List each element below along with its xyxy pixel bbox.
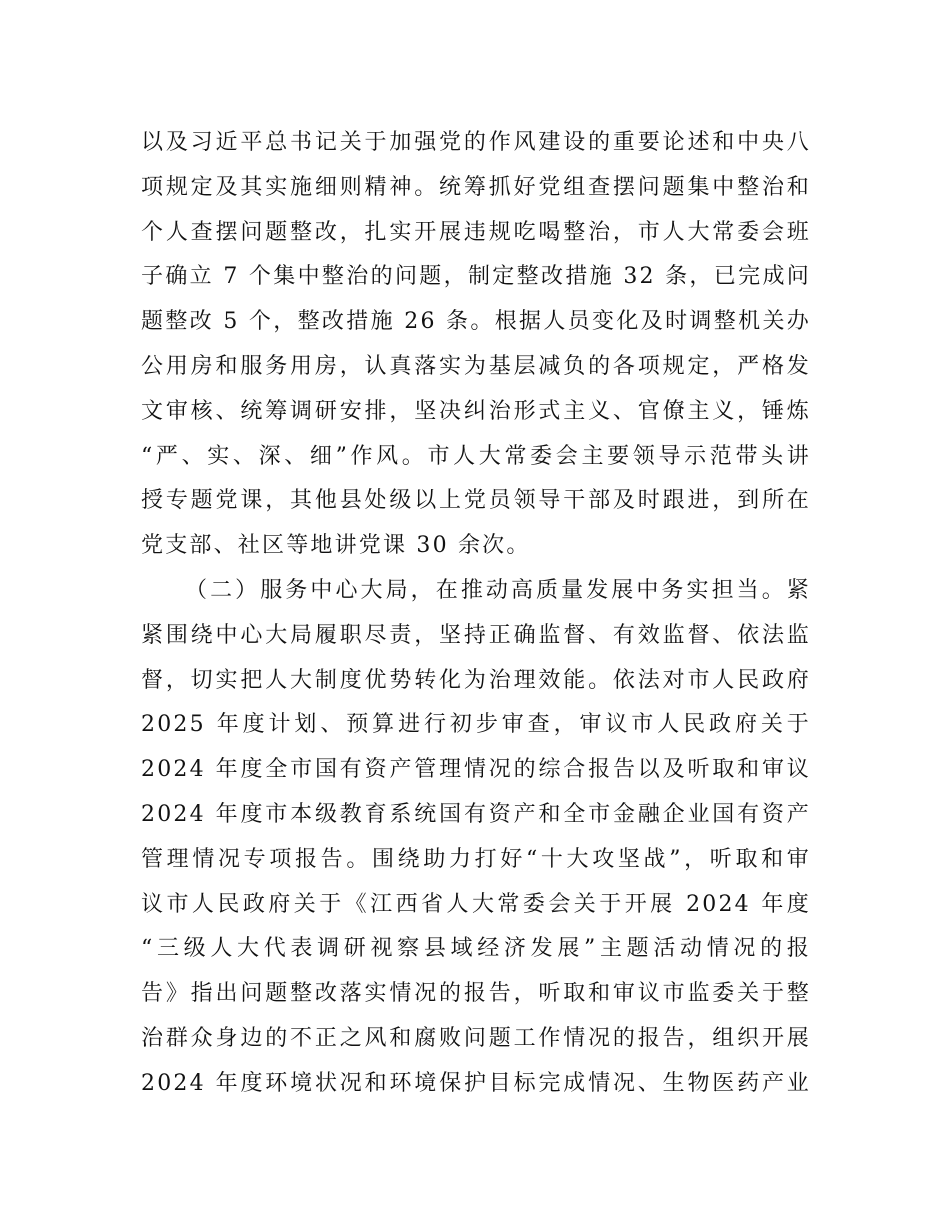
paragraph-line: 以及习近平总书记关于加强党的作风建设的重要论述和中央八 xyxy=(141,130,811,155)
paragraph-line: 2024 年度市本级教育系统国有资产和全市金融企业国有资产 xyxy=(141,801,811,827)
paragraph-line: 治群众身边的不正之风和腐败问题工作情况的报告，组织开展 xyxy=(141,1025,811,1051)
paragraph-line: 督，切实把人大制度优势转化为治理效能。依法对市人民政府 xyxy=(141,667,811,693)
paragraph-line: 个人查摆问题整改，扎实开展违规吃喝整治，市人大常委会班 xyxy=(141,219,811,245)
paragraph-line: 2024 年度全市国有资产管理情况的综合报告以及听取和审议 xyxy=(141,757,811,783)
paragraph-1 xyxy=(141,121,811,569)
paragraph-line: 紧围绕中心大局履职尽责，坚持正确监督、有效监督、依法监 xyxy=(141,622,811,648)
paragraph-line: 授专题党课，其他县处级以上党员领导干部及时跟进，到所在 xyxy=(141,488,811,514)
paragraph-2 xyxy=(141,569,811,1107)
paragraph-line: 公用房和服务用房，认真落实为基层减负的各项规定，严格发 xyxy=(141,353,811,379)
paragraph-line: 管理情况专项报告。围绕助力打好“十大攻坚战”，听取和审 xyxy=(141,846,811,872)
paragraph-line: 议市人民政府关于《江西省人大常委会关于开展 2024 年度 xyxy=(141,891,811,917)
paragraph-line: “严、实、深、细”作风。市人大常委会主要领导示范带头讲 xyxy=(141,443,811,469)
paragraph-line: 党支部、社区等地讲党课 30 余次。 xyxy=(141,533,531,559)
paragraph-line: 题整改 5 个，整改措施 26 条。根据人员变化及时调整机关办 xyxy=(141,309,811,335)
paragraph-line: 告》指出问题整改落实情况的报告，听取和审议市监委关于整 xyxy=(141,981,811,1007)
paragraph-line: 2024 年度环境状况和环境保护目标完成情况、生物医药产业 xyxy=(141,1070,811,1096)
paragraph-line: 2025 年度计划、预算进行初步审查，审议市人民政府关于 xyxy=(141,712,811,738)
paragraph-line: “三级人大代表调研视察县域经济发展”主题活动情况的报 xyxy=(141,936,811,962)
paragraph-line: 项规定及其实施细则精神。统筹抓好党组查摆问题集中整治和 xyxy=(141,174,811,200)
section-heading-line: （二）服务中心大局，在推动高质量发展中务实担当。紧 xyxy=(185,578,811,603)
paragraph-line: 子确立 7 个集中整治的问题，制定整改措施 32 条，已完成问 xyxy=(141,264,811,290)
paragraph-line: 文审核、统筹调研安排，坚决纠治形式主义、官僚主义，锤炼 xyxy=(141,398,811,424)
